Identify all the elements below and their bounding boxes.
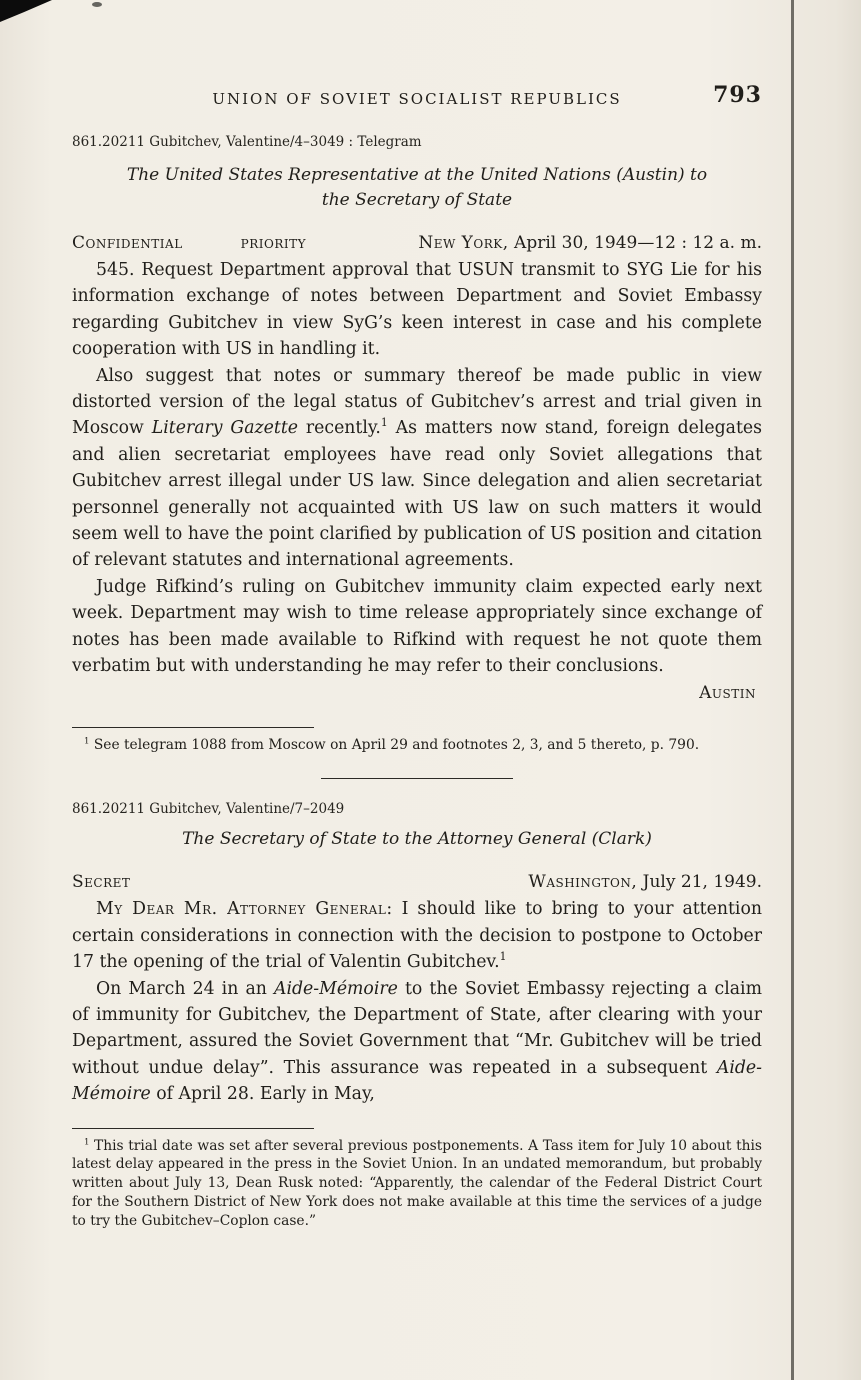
doc2-footnote-number: 1 xyxy=(84,1136,90,1147)
doc1-p2-text-2: recently. xyxy=(298,418,381,439)
doc2-paragraph-2 xyxy=(72,976,762,1108)
doc1-p2-text-3: As matters now stand, foreign delegates and alien secretariat employees have read only Soviet allegations that Gubitchev arrest illegal under US law. Since delegation and alien secretariat personnel generally not acquainted with US law on such matters it would seem well to have the point clarified by publication of US position and citation of relevant statutes and international agreements. xyxy=(72,418,763,571)
doc1-p2-italic: Literary Gazette xyxy=(151,418,298,439)
doc2-p2-italic-2: Aide-Mémoire xyxy=(72,1057,762,1105)
doc1-dateline xyxy=(72,233,762,253)
doc1-classification: Confidential xyxy=(72,233,183,253)
scan-artifact-edge-line xyxy=(791,0,794,1380)
doc1-footnote xyxy=(72,736,762,755)
scan-artifact-speck xyxy=(92,2,102,7)
doc1-footnote-number: 1 xyxy=(84,735,90,746)
doc2-footnote-ref: 1 xyxy=(499,950,507,964)
doc1-place: New York, xyxy=(418,233,509,253)
doc1-title xyxy=(72,163,762,213)
doc1-archive-reference: 861.20211 Gubitchev, Valentine/4–3049 : Telegram xyxy=(72,134,422,150)
doc1-priority: priority xyxy=(240,233,307,253)
doc1-footnote-ref: 1 xyxy=(380,416,388,430)
doc2-date: July 21, 1949. xyxy=(637,872,762,893)
page-number: 793 xyxy=(713,82,762,108)
doc2-p2-italic-1: Aide-Mémoire xyxy=(273,978,398,999)
doc2-archive-reference: 861.20211 Gubitchev, Valentine/7–2049 xyxy=(72,801,345,818)
doc1-signature-name: Austin xyxy=(699,682,756,703)
doc1-paragraph-2 xyxy=(72,363,762,574)
scan-artifact-corner xyxy=(0,0,52,22)
doc2-p2-text-2: to the Soviet Embassy rejecting a claim of immunity for Gubitchev, the Department of State, after clearing with your Department, assured the Soviet Government that “Mr. Gubitchev will be tried without undue delay”. This assurance was repeated in a subsequent xyxy=(72,978,762,1078)
doc2-dateline xyxy=(72,872,762,892)
doc1-p2-text-1: Also suggest that notes or summary thereof be made public in view distorted version of the legal status of Gubitchev’s arrest and trial given in Moscow xyxy=(72,365,762,439)
doc2-classification: Secret xyxy=(72,872,131,893)
doc2-title: The Secretary of State to the Attorney General (Clark) xyxy=(182,829,652,850)
document-divider xyxy=(321,778,513,779)
doc2-p2-text-3: of April 28. Early in May, xyxy=(150,1084,375,1105)
doc1-paragraph-1: 545. Request Department approval that USUN transmit to SYG Lie for his information exchange of notes between Department and Soviet Embassy regarding Gubitchev in view SyG’s keen interest in case and his complete cooperation with US in handling it. xyxy=(72,260,762,360)
doc1-paragraph-3: Judge Rifkind’s ruling on Gubitchev immunity claim expected early next week. Department may wish to time release appropriately since exchange of notes has been made available to Rifkind with request he not quote them verbatim but with understanding he may refer to their conclusions. xyxy=(72,576,762,677)
doc1-title-line1: The United States Representative at the United Nations (Austin) to xyxy=(126,165,708,185)
doc2-footnote xyxy=(72,1137,762,1231)
doc2-footnote-rule xyxy=(72,1128,314,1129)
doc2-place-date xyxy=(528,872,762,892)
doc2-p2-text-1: On March 24 in an xyxy=(96,978,274,999)
page-content xyxy=(72,84,762,1231)
doc1-footnote-rule xyxy=(72,727,314,728)
doc2-paragraph-1 xyxy=(72,896,762,975)
doc1-footnote-text: See telegram 1088 from Moscow on April 29 and footnotes 2, 3, and 5 thereto, p. 790. xyxy=(89,736,700,753)
running-head xyxy=(72,84,762,116)
doc1-classification-group xyxy=(72,233,306,253)
doc2-footnote-text: This trial date was set after several previous postponements. A Tass item for July 10 about this latest delay appeared in the press in the Soviet Union. In an undated memorandum, but probably written about July 13, Dean Rusk noted: “Apparently, the calendar of the Federal District Court for the Southern District of New York does not make available at this time the services of a judge to try the Gubitchev–Coplon case.” xyxy=(72,1137,762,1229)
doc2-salutation: My Dear Mr. Attorney General: xyxy=(96,899,393,920)
doc1-title-line2: the Secretary of State xyxy=(321,190,513,210)
doc1-date: April 30, 1949—12 : 12 a. m. xyxy=(508,233,762,253)
doc2-p1-text: I should like to bring to your attention certain considerations in connection with the decision to postpone to October 17 the opening of the trial of Valentin Gubitchev. xyxy=(72,899,762,973)
running-head-title: UNION OF SOVIET SOCIALIST REPUBLICS xyxy=(212,90,622,108)
doc2-place: Washington, xyxy=(528,872,638,893)
doc1-place-date xyxy=(418,233,762,253)
doc1-signature xyxy=(72,683,762,703)
